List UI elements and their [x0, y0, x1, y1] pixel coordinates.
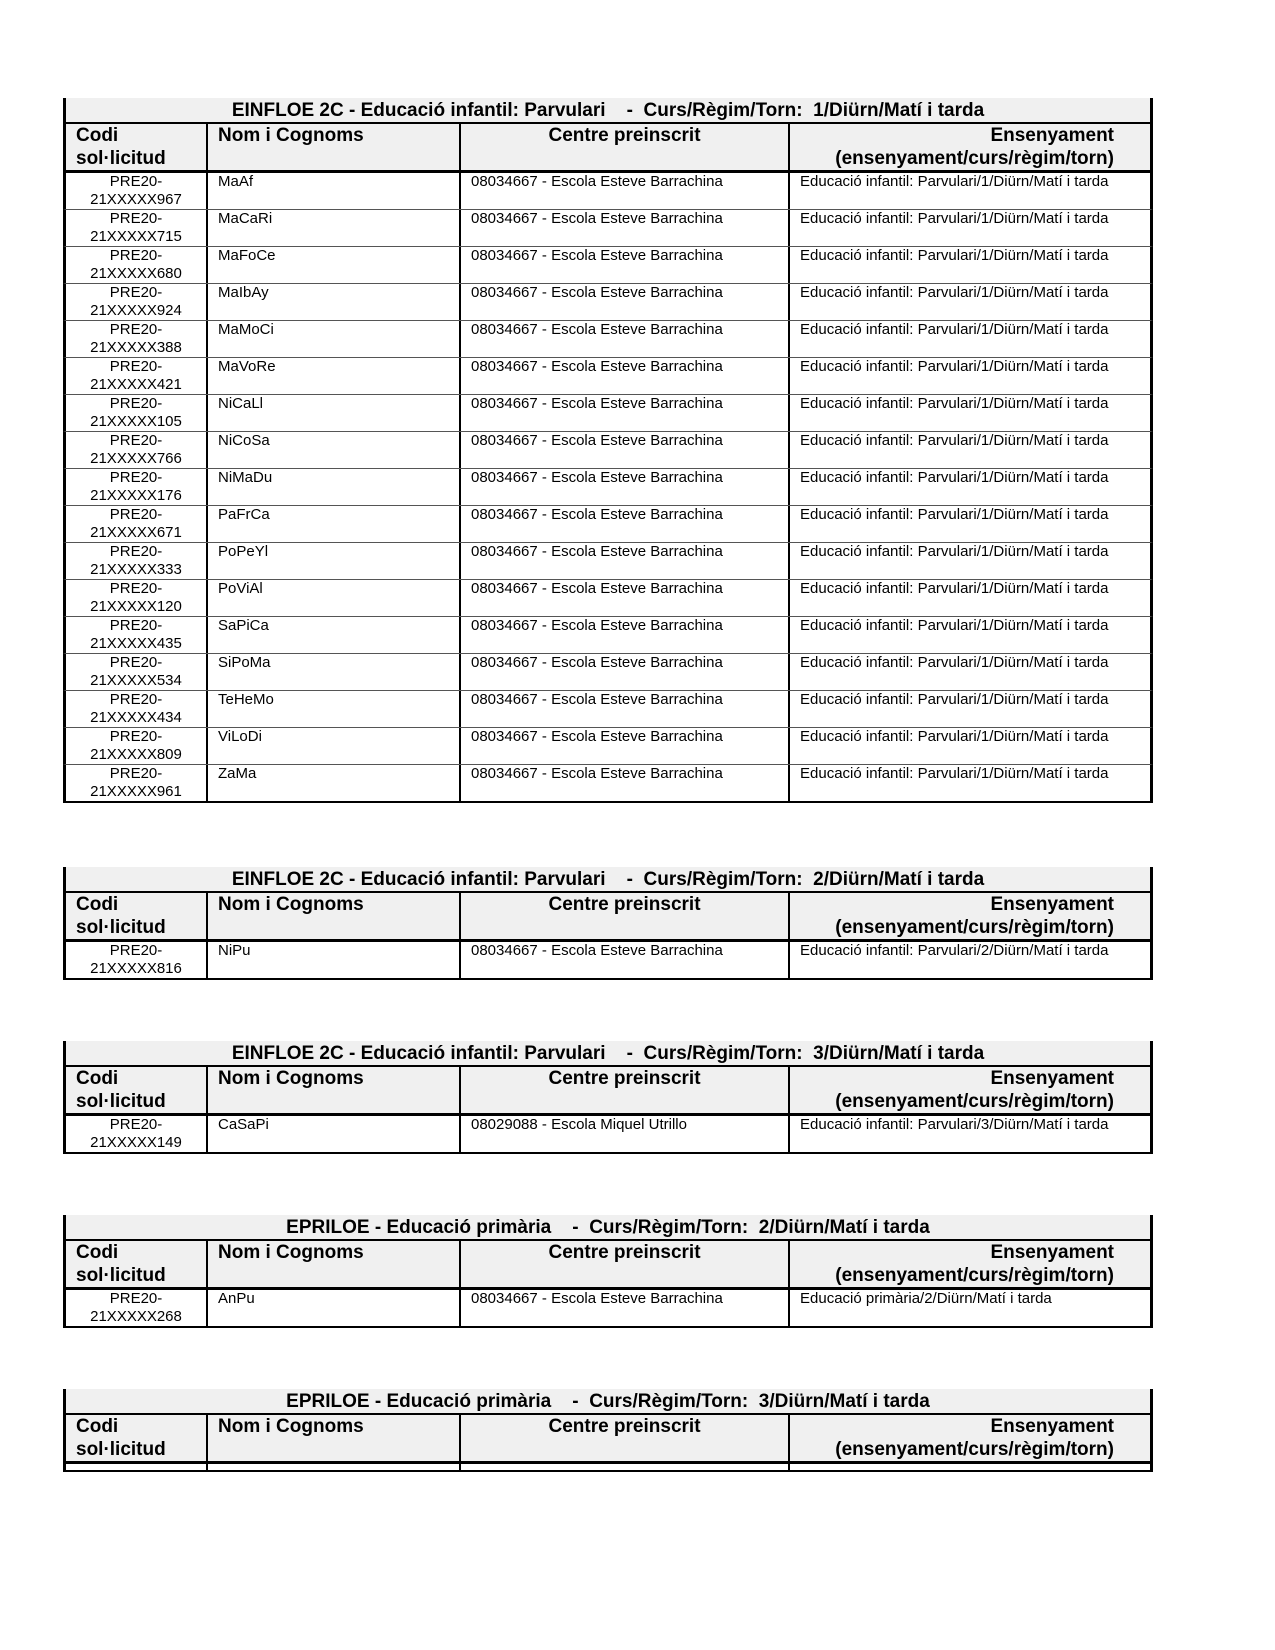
header-centre: [461, 1067, 790, 1113]
cell-name: NiCaLl: [208, 395, 461, 431]
table-row: [63, 395, 1153, 432]
header-course: [790, 124, 1150, 170]
cell-course: Educació infantil: Parvulari/1/Diürn/Matí i tarda: [800, 210, 1109, 227]
cell-centre: 08034667 - Escola Esteve Barrachina: [461, 284, 790, 320]
table-row: [63, 358, 1153, 395]
table-row: [63, 654, 1153, 691]
cell-code: PRE20-21XXXXX671: [66, 506, 208, 542]
cell-centre: 08029088 - Escola Miquel Utrillo: [461, 1116, 790, 1152]
empty-cell: [208, 1464, 461, 1470]
cell-centre: 08034667 - Escola Esteve Barrachina: [461, 543, 790, 579]
cell-name: MaCaRi: [208, 210, 461, 246]
header-name: [208, 893, 461, 939]
assignment-table: [63, 867, 1153, 980]
table-title: EINFLOE 2C - Educació infantil: Parvulari - Curs/Règim/Torn: 3/Diürn/Matí i tarda: [63, 1041, 1153, 1067]
cell-centre: 08034667 - Escola Esteve Barrachina: [461, 432, 790, 468]
assignment-table: [63, 1389, 1153, 1472]
table-header: [63, 893, 1153, 942]
table-row: [63, 942, 1153, 980]
cell-centre: 08034667 - Escola Esteve Barrachina: [461, 728, 790, 764]
header-code-line: sol·licitud: [76, 1091, 166, 1112]
cell-course: Educació infantil: Parvulari/1/Diürn/Matí i tarda: [800, 469, 1109, 486]
header-name: [208, 1067, 461, 1113]
header-course-line: Ensenyament: [990, 125, 1114, 146]
table-empty-row: [63, 1464, 1153, 1472]
cell-course: Educació infantil: Parvulari/1/Diürn/Matí i tarda: [800, 506, 1109, 523]
table-header: [63, 1241, 1153, 1290]
cell-course: Educació infantil: Parvulari/1/Diürn/Matí i tarda: [800, 728, 1109, 745]
header-course-line: (ensenyament/curs/règim/torn): [835, 1265, 1114, 1286]
cell-course: Educació infantil: Parvulari/1/Diürn/Matí i tarda: [800, 765, 1109, 782]
header-code-line: sol·licitud: [76, 1265, 166, 1286]
cell-centre: 08034667 - Escola Esteve Barrachina: [461, 210, 790, 246]
cell-code: PRE20-21XXXXX105: [66, 395, 208, 431]
cell-centre: 08034667 - Escola Esteve Barrachina: [461, 247, 790, 283]
cell-centre: 08034667 - Escola Esteve Barrachina: [461, 469, 790, 505]
header-centre-line: Centre preinscrit: [548, 1068, 701, 1089]
table-row: [63, 247, 1153, 284]
table-title: EPRILOE - Educació primària - Curs/Règim/Torn: 3/Diürn/Matí i tarda: [63, 1389, 1153, 1415]
cell-name: ViLoDi: [208, 728, 461, 764]
cell-centre: 08034667 - Escola Esteve Barrachina: [461, 765, 790, 801]
table-row: [63, 469, 1153, 506]
header-code-line: Codi: [76, 894, 119, 915]
header-code: [66, 893, 208, 939]
header-name: [208, 1415, 461, 1461]
cell-name: AnPu: [208, 1290, 461, 1326]
cell-centre: 08034667 - Escola Esteve Barrachina: [461, 580, 790, 616]
table-row: [63, 284, 1153, 321]
cell-code: PRE20-21XXXXX388: [66, 321, 208, 357]
cell-code: PRE20-21XXXXX534: [66, 654, 208, 690]
cell-code: PRE20-21XXXXX809: [66, 728, 208, 764]
header-course: [790, 893, 1150, 939]
header-course: [790, 1415, 1150, 1461]
cell-code: PRE20-21XXXXX961: [66, 765, 208, 801]
header-course-line: (ensenyament/curs/règim/torn): [835, 1091, 1114, 1112]
cell-name: MaMoCi: [208, 321, 461, 357]
header-course-line: Ensenyament: [990, 894, 1114, 915]
cell-code: PRE20-21XXXXX435: [66, 617, 208, 653]
cell-code: PRE20-21XXXXX176: [66, 469, 208, 505]
cell-code: PRE20-21XXXXX149: [66, 1116, 208, 1152]
cell-name: PoViAl: [208, 580, 461, 616]
cell-centre: 08034667 - Escola Esteve Barrachina: [461, 1290, 790, 1326]
table-row: [63, 728, 1153, 765]
table-row: [63, 1290, 1153, 1328]
header-code: [66, 124, 208, 170]
header-code: [66, 1067, 208, 1113]
header-course-line: Ensenyament: [990, 1242, 1114, 1263]
header-code-line: sol·licitud: [76, 148, 166, 169]
cell-centre: 08034667 - Escola Esteve Barrachina: [461, 654, 790, 690]
header-code-line: sol·licitud: [76, 917, 166, 938]
cell-code: PRE20-21XXXXX333: [66, 543, 208, 579]
header-course-line: Ensenyament: [990, 1416, 1114, 1437]
cell-code: PRE20-21XXXXX434: [66, 691, 208, 727]
table-title: EINFLOE 2C - Educació infantil: Parvulari - Curs/Règim/Torn: 1/Diürn/Matí i tarda: [63, 98, 1153, 124]
cell-course: Educació infantil: Parvulari/2/Diürn/Matí i tarda: [800, 942, 1109, 959]
cell-course: Educació infantil: Parvulari/1/Diürn/Matí i tarda: [800, 321, 1109, 338]
cell-course: Educació infantil: Parvulari/1/Diürn/Matí i tarda: [800, 173, 1109, 190]
header-course-line: Ensenyament: [990, 1068, 1114, 1089]
header-code-line: Codi: [76, 125, 119, 146]
cell-code: PRE20-21XXXXX816: [66, 942, 208, 978]
header-course: [790, 1067, 1150, 1113]
cell-course: Educació infantil: Parvulari/1/Diürn/Matí i tarda: [800, 691, 1109, 708]
table-title: EPRILOE - Educació primària - Curs/Règim/Torn: 2/Diürn/Matí i tarda: [63, 1215, 1153, 1241]
cell-name: MaVoRe: [208, 358, 461, 394]
header-code: [66, 1415, 208, 1461]
empty-cell: [461, 1464, 790, 1470]
table-title: EINFLOE 2C - Educació infantil: Parvulari - Curs/Règim/Torn: 2/Diürn/Matí i tarda: [63, 867, 1153, 893]
cell-name: MaAf: [208, 173, 461, 209]
table-row: [63, 765, 1153, 803]
cell-code: PRE20-21XXXXX924: [66, 284, 208, 320]
cell-code: PRE20-21XXXXX680: [66, 247, 208, 283]
cell-name: CaSaPi: [208, 1116, 461, 1152]
cell-name: NiMaDu: [208, 469, 461, 505]
cell-name: MaIbAy: [208, 284, 461, 320]
cell-course: Educació infantil: Parvulari/1/Diürn/Matí i tarda: [800, 358, 1109, 375]
cell-name: TeHeMo: [208, 691, 461, 727]
cell-course: Educació infantil: Parvulari/1/Diürn/Matí i tarda: [800, 580, 1109, 597]
cell-centre: 08034667 - Escola Esteve Barrachina: [461, 617, 790, 653]
cell-course: Educació infantil: Parvulari/1/Diürn/Matí i tarda: [800, 617, 1109, 634]
table-row: [63, 432, 1153, 469]
cell-code: PRE20-21XXXXX120: [66, 580, 208, 616]
cell-centre: 08034667 - Escola Esteve Barrachina: [461, 358, 790, 394]
empty-cell: [66, 1464, 208, 1470]
header-course-line: (ensenyament/curs/règim/torn): [835, 148, 1114, 169]
cell-course: Educació infantil: Parvulari/1/Diürn/Matí i tarda: [800, 654, 1109, 671]
table-row: [63, 321, 1153, 358]
table-row: [63, 543, 1153, 580]
cell-centre: 08034667 - Escola Esteve Barrachina: [461, 691, 790, 727]
cell-course: Educació infantil: Parvulari/1/Diürn/Matí i tarda: [800, 395, 1109, 412]
header-course-line: (ensenyament/curs/règim/torn): [835, 1439, 1114, 1460]
header-name: [208, 124, 461, 170]
cell-centre: 08034667 - Escola Esteve Barrachina: [461, 942, 790, 978]
table-row: [63, 210, 1153, 247]
header-name: [208, 1241, 461, 1287]
cell-code: PRE20-21XXXXX967: [66, 173, 208, 209]
header-name-line: Nom i Cognoms: [218, 894, 364, 915]
table-row: [63, 691, 1153, 728]
cell-centre: 08034667 - Escola Esteve Barrachina: [461, 321, 790, 357]
empty-cell: [790, 1464, 1150, 1470]
header-centre-line: Centre preinscrit: [548, 1242, 701, 1263]
cell-course: Educació infantil: Parvulari/1/Diürn/Matí i tarda: [800, 543, 1109, 560]
table-row: [63, 580, 1153, 617]
cell-centre: 08034667 - Escola Esteve Barrachina: [461, 506, 790, 542]
table-row: [63, 506, 1153, 543]
header-code-line: Codi: [76, 1416, 119, 1437]
cell-course: Educació infantil: Parvulari/1/Diürn/Matí i tarda: [800, 432, 1109, 449]
header-centre-line: Centre preinscrit: [548, 1416, 701, 1437]
cell-code: PRE20-21XXXXX421: [66, 358, 208, 394]
table-row: [63, 1116, 1153, 1154]
header-name-line: Nom i Cognoms: [218, 125, 364, 146]
cell-name: ZaMa: [208, 765, 461, 801]
header-centre: [461, 124, 790, 170]
cell-name: NiCoSa: [208, 432, 461, 468]
cell-code: PRE20-21XXXXX268: [66, 1290, 208, 1326]
cell-name: PaFrCa: [208, 506, 461, 542]
header-centre: [461, 893, 790, 939]
cell-name: PoPeYl: [208, 543, 461, 579]
cell-course: Educació infantil: Parvulari/1/Diürn/Matí i tarda: [800, 284, 1109, 301]
cell-course: Educació infantil: Parvulari/3/Diürn/Matí i tarda: [800, 1116, 1109, 1133]
header-code-line: Codi: [76, 1068, 119, 1089]
cell-name: MaFoCe: [208, 247, 461, 283]
header-code-line: Codi: [76, 1242, 119, 1263]
header-name-line: Nom i Cognoms: [218, 1068, 364, 1089]
cell-centre: 08034667 - Escola Esteve Barrachina: [461, 173, 790, 209]
cell-name: SaPiCa: [208, 617, 461, 653]
header-course: [790, 1241, 1150, 1287]
table-header: [63, 1415, 1153, 1464]
header-code: [66, 1241, 208, 1287]
table-header: [63, 124, 1153, 173]
table-header: [63, 1067, 1153, 1116]
header-centre: [461, 1241, 790, 1287]
header-name-line: Nom i Cognoms: [218, 1416, 364, 1437]
header-course-line: (ensenyament/curs/règim/torn): [835, 917, 1114, 938]
header-centre: [461, 1415, 790, 1461]
header-centre-line: Centre preinscrit: [548, 125, 701, 146]
header-code-line: sol·licitud: [76, 1439, 166, 1460]
cell-course: Educació primària/2/Diürn/Matí i tarda: [800, 1290, 1052, 1307]
assignment-table: [63, 98, 1153, 803]
table-row: [63, 173, 1153, 210]
cell-course: Educació infantil: Parvulari/1/Diürn/Matí i tarda: [800, 247, 1109, 264]
cell-name: NiPu: [208, 942, 461, 978]
cell-name: SiPoMa: [208, 654, 461, 690]
header-name-line: Nom i Cognoms: [218, 1242, 364, 1263]
header-centre-line: Centre preinscrit: [548, 894, 701, 915]
assignment-table: [63, 1041, 1153, 1154]
assignment-table: [63, 1215, 1153, 1328]
cell-code: PRE20-21XXXXX766: [66, 432, 208, 468]
cell-code: PRE20-21XXXXX715: [66, 210, 208, 246]
table-row: [63, 617, 1153, 654]
cell-centre: 08034667 - Escola Esteve Barrachina: [461, 395, 790, 431]
